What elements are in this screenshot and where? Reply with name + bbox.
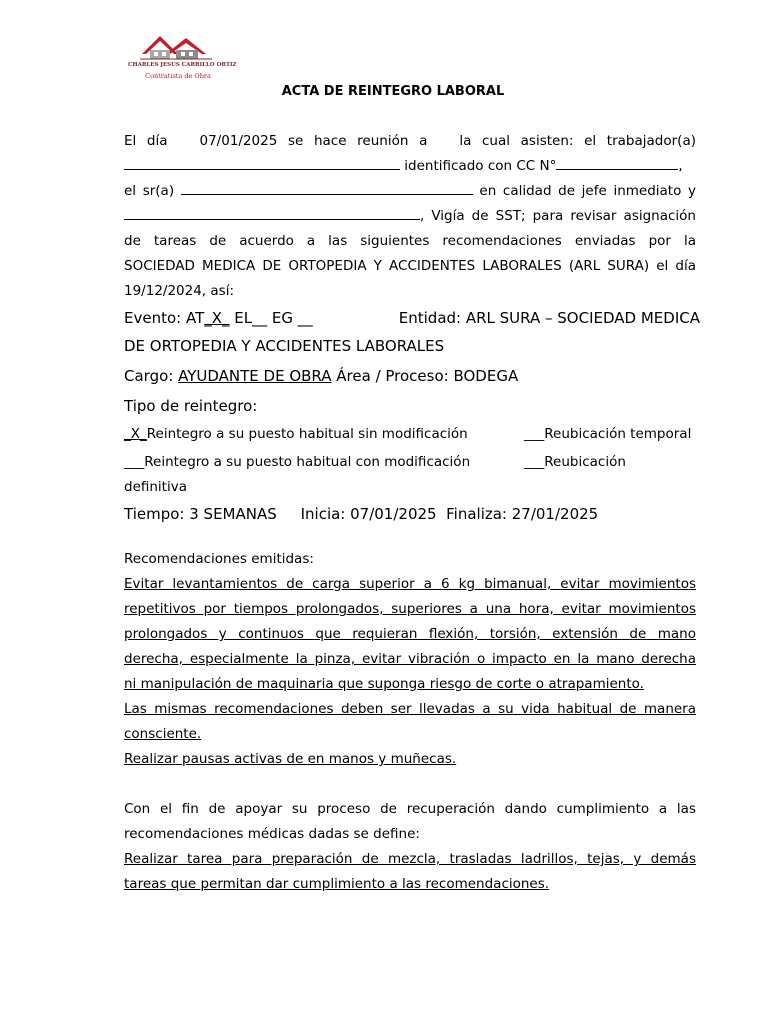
tarea-line-1: Realizar tarea para preparación de mezcla, trasladas ladrillos, tejas, y demás — [124, 851, 696, 867]
recomendacion-1-line-5: ni manipulación de maquinaria que suponga riesgo de corte o atrapamiento. — [124, 676, 644, 692]
tarea-line-2: tareas que permitan dar cumplimiento a las recomendaciones. — [124, 876, 550, 892]
house-roof-icon — [140, 32, 216, 62]
recomendacion-1-line-3: prolongados y continuos que requieran flexión, torsión, extensión de mano — [124, 626, 696, 642]
tiempo-inicia: Inicia: 07/01/2025 — [300, 505, 437, 523]
meeting-date: 07/01/2025 — [199, 133, 278, 149]
entidad-continuation: DE ORTOPEDIA Y ACCIDENTES LABORALES — [124, 337, 445, 355]
entidad-label: Entidad: ARL SURA – SOCIEDAD MEDICA — [398, 309, 700, 327]
recomendacion-1-line-4: derecha, especialmente la pinza, evitar vibración o impacto en la mano derecha — [124, 651, 696, 667]
recomendacion-2-line-2: consciente. — [124, 726, 202, 742]
worker-name-field[interactable] — [124, 157, 400, 170]
intro-line-2: identificado con CC N° , — [124, 154, 696, 179]
tipo-reintegro-label: Tipo de reintegro: — [124, 397, 258, 415]
tiempo-finaliza: Finaliza: 27/01/2025 — [446, 505, 599, 523]
worker-id-field[interactable] — [556, 157, 678, 170]
logo-company-name: CHARLES JESUS CARRILLO ORTIZ — [128, 62, 237, 68]
tipo-option-continuation: definitiva — [124, 479, 187, 495]
cargo-value: AYUDANTE DE OBRA — [178, 367, 332, 385]
option-sin-modificacion: Reintegro a su puesto habitual sin modificación — [146, 426, 468, 442]
sst-name-field[interactable] — [124, 207, 420, 220]
intro-line-1: El día 07/01/2025 se hace reunión a la cual asisten: el trabajador(a) — [124, 133, 696, 149]
intro-line-5: de tareas de acuerdo a las siguientes recomendaciones enviadas por la — [124, 233, 696, 249]
supervisor-name-field[interactable] — [181, 182, 473, 195]
tipo-option-row-1 — [124, 422, 696, 447]
document-body — [124, 129, 700, 897]
option-sin-modificacion-mark[interactable]: _X_ — [124, 426, 147, 442]
option-con-modificacion[interactable]: ___Reintegro a su puesto habitual con modificación — [124, 454, 471, 470]
cargo-line: Cargo: AYUDANTE DE OBRA Área / Proceso: BODEGA — [124, 367, 519, 385]
intro-line-3: el sr(a) en calidad de jefe inmediato y — [124, 183, 696, 199]
intro-line-7: 19/12/2024, así: — [124, 283, 234, 299]
option-reubicacion-definitiva[interactable]: ___Reubicación — [524, 454, 626, 470]
apoyo-line-2: recomendaciones médicas dadas se define: — [124, 826, 420, 842]
intro-line-6: SOCIEDAD MEDICA DE ORTOPEDIA Y ACCIDENTES LABORALES (ARL SURA) el día — [124, 258, 696, 274]
logo-company-role: Contratista de Obra — [145, 72, 211, 80]
document-title: ACTA DE REINTEGRO LABORAL — [281, 84, 505, 99]
recomendaciones-label: Recomendaciones emitidas: — [124, 551, 314, 567]
evento-line: Evento: AT_X_ EL__ EG __ Entidad: ARL SURA – SOCIEDAD MEDICA — [124, 309, 700, 327]
area-proceso: Área / Proceso: BODEGA — [336, 367, 519, 385]
recomendacion-3: Realizar pausas activas de en manos y muñecas. — [124, 751, 457, 767]
recomendacion-1-line-2: repetitivos por tiempos prolongados, superiores a una hora, evitar movimientos — [124, 601, 696, 617]
tipo-option-row-2 — [124, 450, 696, 475]
tiempo-line: Tiempo: 3 SEMANAS Inicia: 07/01/2025 Finaliza: 27/01/2025 — [124, 505, 599, 523]
company-logo — [128, 32, 237, 84]
option-reubicacion-temporal[interactable]: ___Reubicación temporal — [524, 426, 692, 442]
recomendacion-2-line-1: Las mismas recomendaciones deben ser llevadas a su vida habitual de manera — [124, 701, 696, 717]
evento-at-mark: _X_ — [204, 309, 230, 327]
recomendacion-1-line-1: Evitar levantamientos de carga superior a 6 kg bimanual, evitar movimientos — [124, 576, 696, 592]
apoyo-line-1: Con el fin de apoyar su proceso de recuperación dando cumplimiento a las — [124, 801, 696, 817]
intro-line-4: , Vigía de SST; para revisar asignación — [124, 204, 696, 229]
